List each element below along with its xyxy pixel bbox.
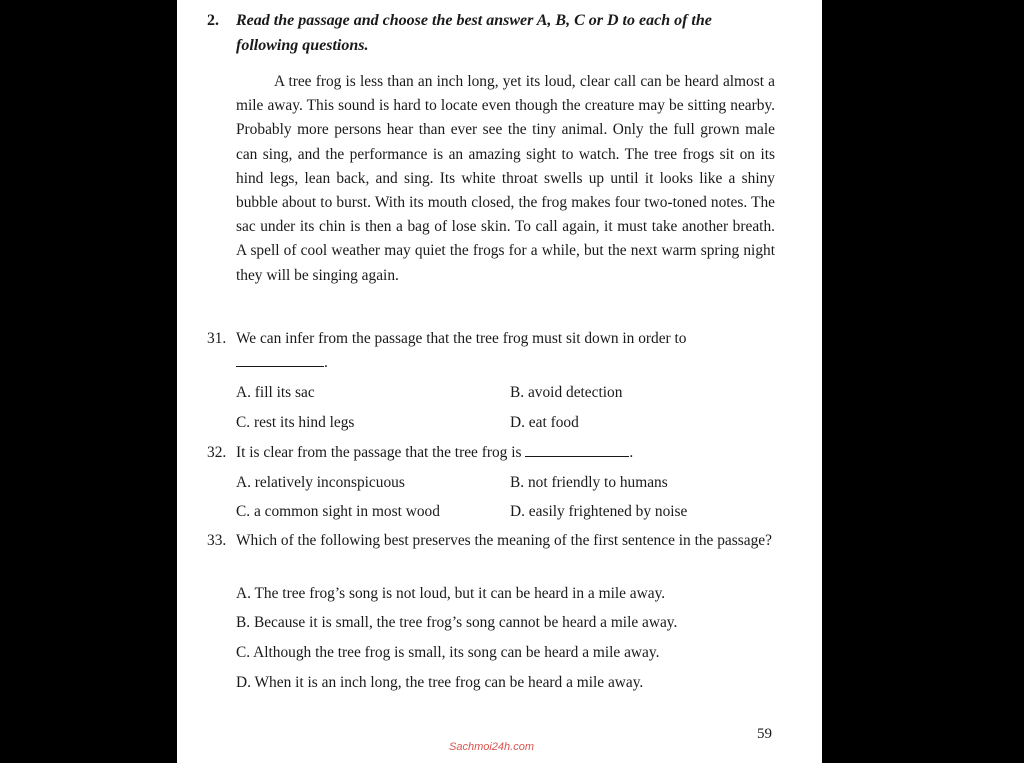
book-page [177, 0, 822, 763]
question-33-option-b: B. Because it is small, the tree frog’s song cannot be heard a mile away. [236, 614, 678, 631]
reading-passage [236, 70, 775, 288]
answer-blank [236, 354, 324, 367]
instruction-line-1: Read the passage and choose the best answer A, B, C or D to each of the [236, 12, 712, 29]
answer-blank [525, 444, 629, 457]
question-31-number: 31. [207, 330, 227, 347]
question-33-text: Which of the following best preserves the meaning of the first sentence in the passage? [236, 532, 772, 549]
question-32-option-a: A. relatively inconspicuous [236, 474, 405, 491]
page-number: 59 [757, 726, 772, 742]
question-31-period: . [324, 354, 328, 371]
question-31-option-c: C. rest its hind legs [236, 414, 355, 431]
question-32-option-b: B. not friendly to humans [510, 474, 668, 491]
question-33-option-d: D. When it is an inch long, the tree frog can be heard a mile away. [236, 674, 644, 691]
question-32-text [236, 444, 633, 462]
question-33-option-a: A. The tree frog’s song is not loud, but it can be heard in a mile away. [236, 585, 666, 602]
question-33-number: 33. [207, 532, 227, 549]
passage-text: A tree frog is less than an inch long, yet its loud, clear call can be heard almost a mile away. This sound is hard to locate even though the creature may be sitting nearby. Probably more persons hear than ever see the tiny animal. Only the full grown male can sing, and the performance is an amazing sight to watch. The tree frogs sit on its hind legs, lean back, and sing. Its white throat swells up until it looks like a shiny bubble about to burst. With its mouth closed, the frog makes four two-toned notes. The sac under its chin is then a bag of lose skin. To call again, it must take another breath. A spell of cool weather may quiet the frogs for a while, but the next warm spring night they will be singing again. [236, 73, 775, 284]
question-33-option-c: C. Although the tree frog is small, its song can be heard a mile away. [236, 644, 660, 661]
question-31-option-a: A. fill its sac [236, 384, 315, 401]
question-32-option-d: D. easily frightened by noise [510, 503, 688, 520]
instruction-line-2: following questions. [236, 37, 369, 54]
question-31-option-d: D. eat food [510, 414, 579, 431]
question-31-text [236, 327, 775, 375]
question-32-stem: It is clear from the passage that the tree frog is [236, 444, 522, 461]
question-31-stem: We can infer from the passage that the tree frog must sit down in order to [236, 330, 687, 347]
question-32-number: 32. [207, 444, 227, 461]
question-31-option-b: B. avoid detection [510, 384, 623, 401]
question-32-option-c: C. a common sight in most wood [236, 503, 440, 520]
question-32-period: . [629, 444, 634, 461]
watermark: Sachmoi24h.com [449, 741, 534, 753]
section-number: 2. [207, 12, 219, 29]
